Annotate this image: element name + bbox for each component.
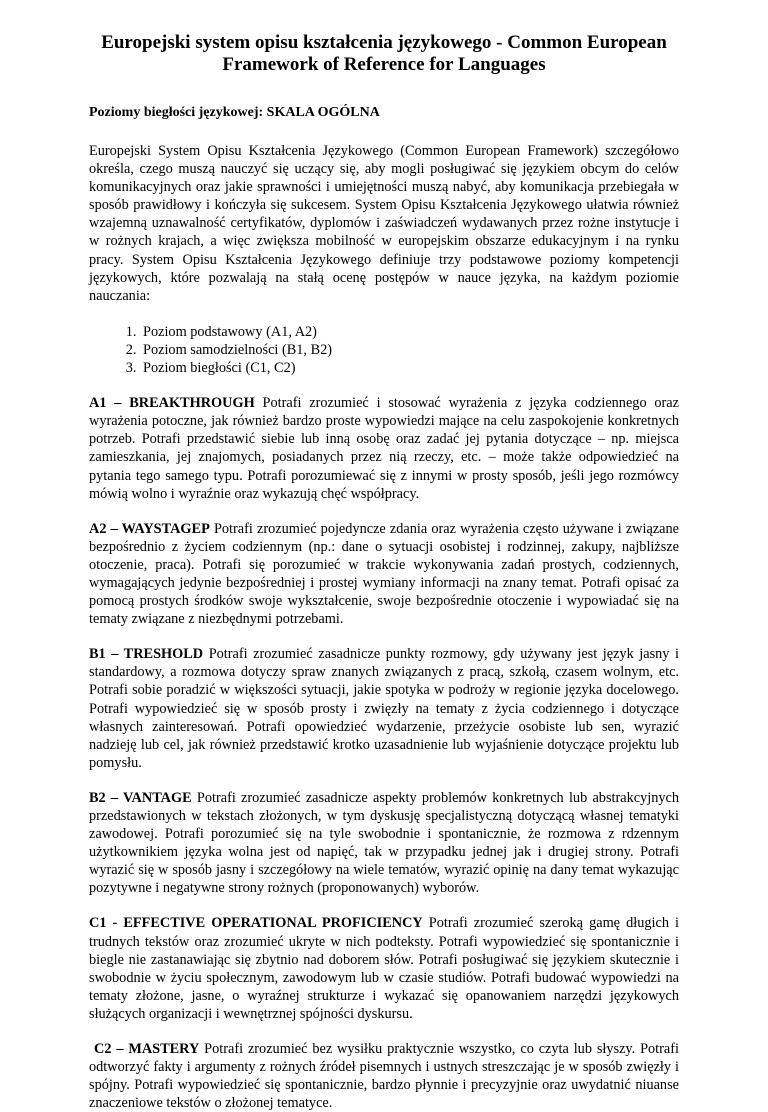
list-item: 3. Poziom biegłości (C1, C2) [140,359,679,377]
level-b2-title: B2 – VANTAGE [89,789,192,806]
list-item: 1. Poziom podstawowy (A1, A2) [140,323,679,341]
level-b2-text: Potrafi zrozumieć zasadnicze aspekty problemów konkretnych lub abstrakcyjnych przedstawionych w tekstach złożonych, w tym dyskusję specjalistyczną dotyczącą własnej tematyki zawodowej. Potrafi porozumieć się na tyle swobodnie i spontanicznie, że rozmowa z rdzennym użytkownikiem języka wolna jest od napięć, tak w przypadku jednej jak i drugiej strony. Potrafi wyrazić się w sposób jasny i szczegółowy na wiele tematów, wyrazić opinię na dany temat wykazując pozytywne i negatywne strony rożnych (proponowanych) wyborów. [89,789,680,897]
level-c1-title: C1 - EFFECTIVE OPERATIONAL PROFICIENCY [89,915,423,932]
level-a2-text: Potrafi zrozumieć pojedyncze zdania oraz wyrażenia często używane i związane bezpośrednio z życiem codziennym (np.: dane o sytuacji osobistej i rodzinnej, zakupy, najbliższe otoczenie, praca). Potrafi się porozumieć w trakcie wykonywania zadań prostych, codziennych, wymagających jedynie bezpośredniej i prostej wymiany informacji na znany temat. Potrafi opisać za pomocą prostych środków swoje wykształcenie, swoje bezpośrednie otoczenie i wypowiadać się na tematy związane z niezbędnymi potrzebami. [89,520,680,628]
level-b1-title: B1 – TRESHOLD [89,646,204,663]
list-item: 2. Poziom samodzielności (B1, B2) [140,341,679,359]
level-b1 [89,645,679,772]
level-c2-text: Potrafi zrozumieć bez wysiłku praktycznie wszystko, co czyta lub słyszy. Potrafi odtworzyć fakty i argumenty z rożnych źródeł pisemnych i ustnych streszczając je w sposób zwięzły i spójny. Potrafi wypowiedzieć się spontanicznie, bardzo płynnie i precyzyjnie oraz uwydatnić niuanse znaczeniowe tekstów o złożonej tematyce. [89,1041,679,1112]
level-a1-title: A1 – BREAKTHROUGH [89,395,255,412]
intro-paragraph: Europejski System Opisu Kształcenia Językowego (Common European Framework) szczegółowo określa, czego muszą nauczyć się uczący się, aby mogli posługiwać się językiem obcym do celów komunikacyjnych oraz jakie sprawności i umiejętności muszą nabyć, aby komunikacja przebiegała w sposób prawidłowy i kończyła się sukcesem. System Opisu Kształcenia Językowego ułatwia również wzajemną uznawalność certyfikatów, dyplomów i zaświadczeń wydawanych przez rożne instytucje i w rożnych krajach, a więc zwiększa mobilność w europejskim obszarze edukacyjnym i na rynku pracy. System Opisu Kształcenia Językowego definiuje trzy podstawowe poziomy kompetencji językowych, które pozwalają na stałą ocenę postępów w nauce języka, na każdym poziomie nauczania: [89,143,679,304]
section-subtitle: Poziomy biegłości językowej: SKALA OGÓLNA [89,105,380,120]
level-c2-title: C2 – MASTERY [94,1041,200,1058]
document-title: Europejski system opisu kształcenia językowego - Common European Framework of Reference for Languages [101,32,667,75]
level-c1-text: Potrafi zrozumieć szeroką gamę długich i trudnych tekstów oraz zrozumieć ukryte w nich podteksty. Potrafi wypowiedzieć się spontanicznie i biegle nie zastanawiając się zbytnio nad doborem słów. Potrafi posługiwać się językiem skutecznie i swobodnie w życiu społecznym, zawodowym lub w czasie studiów. Potrafi budować wypowiedzi na tematy złożone, jasne, o wyraźnej strukturze i wykazać się opanowaniem narzędzi językowych służących organizacji i wewnętrznej spójności dyskursu. [89,915,679,1022]
level-c2 [89,1040,679,1112]
level-a1 [89,394,679,503]
level-a2-title: A2 – WAYSTAGEP [89,520,210,537]
level-b2 [89,789,679,898]
level-b1-text: Potrafi zrozumieć zasadnicze punkty rozmowy, gdy używany jest język jasny i standardowy, a rozmowa dotyczy spraw znanych związanych z pracą, szkołą, czasem wolnym, etc. Potrafi sobie poradzić w większości sytuacji, jakie spotyka w podroży w regionie języka docelowego. Potrafi wypowiedzieć się w sposób prosty i zwięzły na tematy z życia codziennego i dotyczące własnych zainteresowań. Potrafi opowiedzieć wydarzenie, przeżycie osobiste lub sen, wyrazić nadzieję lub cel, jak również przedstawić krotko uzasadnienie lub wyjaśnienie dotyczące projektu lub pomysłu. [89,646,679,771]
level-a2 [89,520,679,629]
levels-list [89,323,679,377]
level-c1 [89,914,679,1023]
document-content [89,32,679,1112]
level-a1-text: Potrafi zrozumieć i stosować wyrażenia z języka codziennego oraz wyrażenia potoczne, jak również bardzo proste wypowiedzi mające na celu zaspokojenie konkretnych potrzeb. Potrafi przedstawić siebie lub inną osobę oraz zadać jej pytania dotyczące – np. miejsca zamieszkania, jej znajomych, posiadanych przez nią rzeczy, etc. – może także odpowiedzieć na pytania tego samego typu. Potrafi porozumiewać się z innymi w prosty sposób, jeśli jego rozmówcy mówią wolno i wyraźnie oraz wykazują chęć współpracy. [89,395,679,502]
